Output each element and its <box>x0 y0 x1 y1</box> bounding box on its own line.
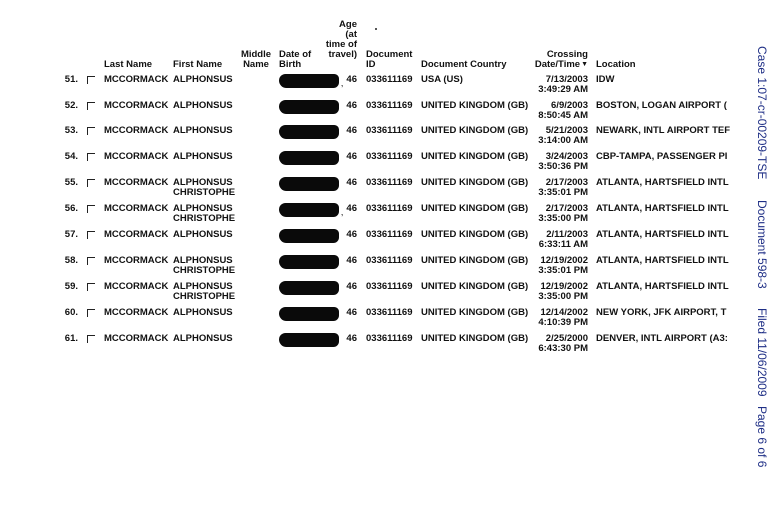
first-name-cell <box>173 101 233 111</box>
first-name-line1: ALPHONSUS <box>173 281 233 292</box>
document-country-cell: UNITED KINGDOM (GB) <box>421 333 529 344</box>
document-id-cell: 033611169 <box>366 151 413 162</box>
header-first-name: First Name <box>173 59 223 70</box>
crossing-datetime-cell <box>520 178 588 198</box>
first-name-cell <box>173 204 235 224</box>
first-name-cell <box>173 282 235 302</box>
document-country-cell: USA (US) <box>421 74 463 85</box>
first-name-line1: ALPHONSUS <box>173 307 233 318</box>
crossing-datetime-cell <box>520 282 588 302</box>
crossing-datetime-cell <box>520 126 588 146</box>
header-dob: Date of Birth <box>279 49 312 70</box>
age-cell: 46 <box>346 229 357 240</box>
location-cell: NEWARK, INTL AIRPORT TEF <box>596 126 731 136</box>
document-country-cell: UNITED KINGDOM (GB) <box>421 100 529 111</box>
document-country-cell: UNITED KINGDOM (GB) <box>421 177 529 188</box>
first-name-line1: ALPHONSUS <box>173 74 233 85</box>
table-row <box>0 282 780 308</box>
row-number: 55. <box>64 177 78 188</box>
table-row <box>0 126 780 152</box>
redacted-dob <box>279 74 339 88</box>
redacted-dob <box>279 177 339 191</box>
document-id-cell: 033611169 <box>366 100 413 111</box>
crossing-date: 12/19/2002 <box>540 255 588 266</box>
sort-desc-icon[interactable]: ▼ <box>581 61 588 68</box>
header-crossing-label: Crossing Date/Time <box>534 49 588 70</box>
redacted-dob <box>279 125 339 139</box>
first-name-line1: ALPHONSUS <box>173 229 233 240</box>
row-number: 60. <box>64 307 78 318</box>
first-name-line1: ALPHONSUS <box>173 333 233 344</box>
last-name-cell: MCCORMACK <box>104 74 169 85</box>
table-row <box>0 152 780 178</box>
first-name-line1: ALPHONSUS <box>173 151 233 162</box>
row-number: 61. <box>64 333 78 344</box>
age-cell: 46 <box>346 333 357 344</box>
row-number: 58. <box>64 255 78 266</box>
table-row <box>0 178 780 204</box>
first-name-line2: CHRISTOPHE <box>173 187 236 198</box>
location-cell: IDW <box>596 75 615 85</box>
age-cell: 46 <box>346 281 357 292</box>
stamp-document: Document 598-3 <box>755 200 769 289</box>
document-id-cell: 033611169 <box>366 125 413 136</box>
location-cell: ATLANTA, HARTSFIELD INTL <box>596 204 729 214</box>
age-cell: 46 <box>346 125 357 136</box>
crossing-time: 8:50:45 AM <box>538 110 588 121</box>
crossing-time: 6:33:11 AM <box>538 239 588 250</box>
document-country-cell: UNITED KINGDOM (GB) <box>421 255 529 266</box>
row-checkbox[interactable] <box>87 127 95 135</box>
last-name-cell: MCCORMACK <box>104 307 169 318</box>
crossing-datetime-cell <box>520 101 588 121</box>
court-filing-stamp <box>755 46 769 467</box>
stamp-filed: Filed 11/06/2009 <box>755 308 769 397</box>
redacted-dob <box>279 255 339 269</box>
crossing-datetime-cell <box>520 204 588 224</box>
redacted-dob <box>279 151 339 165</box>
row-checkbox[interactable] <box>87 205 95 213</box>
document-id-cell: 033611169 <box>366 203 413 214</box>
location-cell: DENVER, INTL AIRPORT (A3: <box>596 334 728 344</box>
first-name-line1: ALPHONSUS <box>173 100 233 111</box>
document-country-cell: UNITED KINGDOM (GB) <box>421 307 529 318</box>
document-country-cell: UNITED KINGDOM (GB) <box>421 229 529 240</box>
location-cell: ATLANTA, HARTSFIELD INTL <box>596 282 729 292</box>
table-row <box>0 204 780 230</box>
table-row <box>0 256 780 282</box>
first-name-line1: ALPHONSUS <box>173 125 233 136</box>
stray-mark: ‚ <box>341 79 344 88</box>
table-row <box>0 308 780 334</box>
first-name-cell <box>173 178 235 198</box>
crossing-time: 3:49:29 AM <box>538 84 588 95</box>
first-name-line1: ALPHONSUS <box>173 203 233 214</box>
last-name-cell: MCCORMACK <box>104 333 169 344</box>
row-number: 54. <box>64 151 78 162</box>
crossing-date: 3/24/2003 <box>545 151 588 162</box>
row-number: 53. <box>64 125 78 136</box>
table-row <box>0 334 780 360</box>
first-name-cell <box>173 152 233 162</box>
document-id-cell: 033611169 <box>366 74 413 85</box>
location-cell: ATLANTA, HARTSFIELD INTL <box>596 178 729 188</box>
crossing-time: 3:50:36 PM <box>538 161 588 172</box>
document-country-cell: UNITED KINGDOM (GB) <box>421 281 529 292</box>
last-name-cell: MCCORMACK <box>104 100 169 111</box>
document-id-cell: 033611169 <box>366 333 413 344</box>
row-checkbox[interactable] <box>87 257 95 265</box>
age-cell: 46 <box>346 255 357 266</box>
crossing-date: 2/17/2003 <box>545 177 588 188</box>
location-cell: BOSTON, LOGAN AIRPORT ( <box>596 101 727 111</box>
row-checkbox[interactable] <box>87 335 95 343</box>
document-id-cell: 033611169 <box>366 229 413 240</box>
crossing-datetime-cell <box>520 152 588 172</box>
stamp-case: Case 1:07-cr-00209-TSE <box>755 46 769 180</box>
redacted-dob <box>279 307 339 321</box>
crossing-time: 3:35:00 PM <box>538 291 588 302</box>
first-name-line2: CHRISTOPHE <box>173 213 236 224</box>
crossing-time: 3:35:00 PM <box>538 213 588 224</box>
header-document-country: Document Country <box>421 59 507 70</box>
stray-mark: ‚ <box>341 208 344 217</box>
crossing-time: 3:35:01 PM <box>538 187 588 198</box>
header-location: Location <box>596 59 636 70</box>
first-name-cell <box>173 256 235 276</box>
crossing-date: 2/25/2000 <box>545 333 588 344</box>
crossing-date: 12/14/2002 <box>540 307 588 318</box>
row-checkbox[interactable] <box>87 283 95 291</box>
crossing-datetime-cell <box>520 230 588 250</box>
crossing-datetime-cell <box>520 308 588 328</box>
row-checkbox[interactable] <box>87 179 95 187</box>
last-name-cell: MCCORMACK <box>104 151 169 162</box>
last-name-cell: MCCORMACK <box>104 281 169 292</box>
crossing-time: 3:14:00 AM <box>538 135 588 146</box>
header-last-name: Last Name <box>104 59 153 70</box>
document-country-cell: UNITED KINGDOM (GB) <box>421 151 529 162</box>
age-cell: 46 <box>346 177 357 188</box>
header-speck <box>375 28 377 30</box>
last-name-cell: MCCORMACK <box>104 229 169 240</box>
location-cell: ATLANTA, HARTSFIELD INTL <box>596 256 729 266</box>
redacted-dob <box>279 281 339 295</box>
crossing-datetime-cell <box>520 256 588 276</box>
crossing-date: 12/19/2002 <box>540 281 588 292</box>
document-country-cell: UNITED KINGDOM (GB) <box>421 125 529 136</box>
row-checkbox[interactable] <box>87 76 95 84</box>
header-crossing[interactable] <box>520 50 588 70</box>
last-name-cell: MCCORMACK <box>104 177 169 188</box>
table-row <box>0 101 780 127</box>
crossing-date: 5/21/2003 <box>545 125 588 136</box>
age-cell: 46 <box>346 307 357 318</box>
first-name-line2: CHRISTOPHE <box>173 265 236 276</box>
redacted-dob <box>279 203 339 217</box>
redacted-dob <box>279 333 339 347</box>
row-checkbox[interactable] <box>87 309 95 317</box>
header-age: Age (at time of travel) <box>325 19 357 60</box>
crossing-datetime-cell <box>520 334 588 354</box>
first-name-cell <box>173 308 233 318</box>
crossing-time: 3:35:01 PM <box>538 265 588 276</box>
first-name-line2: CHRISTOPHE <box>173 291 236 302</box>
location-cell: CBP-TAMPA, PASSENGER PI <box>596 152 728 162</box>
first-name-cell <box>173 334 233 344</box>
first-name-line1: ALPHONSUS <box>173 177 233 188</box>
row-number: 52. <box>64 100 78 111</box>
row-checkbox[interactable] <box>87 102 95 110</box>
age-cell: 46 <box>346 100 357 111</box>
redacted-dob <box>279 100 339 114</box>
header-document-id: Document ID <box>366 49 413 70</box>
crossing-time: 6:43:30 PM <box>538 343 588 354</box>
age-cell: 46 <box>346 151 357 162</box>
redacted-dob <box>279 229 339 243</box>
table-row <box>0 75 780 101</box>
header-middle-name: Middle Name <box>240 49 272 70</box>
last-name-cell: MCCORMACK <box>104 125 169 136</box>
first-name-cell <box>173 126 233 136</box>
location-cell: ATLANTA, HARTSFIELD INTL <box>596 230 729 240</box>
crossing-datetime-cell <box>520 75 588 95</box>
row-checkbox[interactable] <box>87 153 95 161</box>
row-checkbox[interactable] <box>87 231 95 239</box>
document-id-cell: 033611169 <box>366 307 413 318</box>
age-cell: 46 <box>346 74 357 85</box>
crossing-date: 6/9/2003 <box>551 100 588 111</box>
document-id-cell: 033611169 <box>366 177 413 188</box>
first-name-cell <box>173 230 233 240</box>
row-number: 51. <box>64 74 78 85</box>
table-row <box>0 230 780 256</box>
first-name-cell <box>173 75 233 85</box>
location-cell: NEW YORK, JFK AIRPORT, T <box>596 308 727 318</box>
row-number: 57. <box>64 229 78 240</box>
last-name-cell: MCCORMACK <box>104 203 169 214</box>
last-name-cell: MCCORMACK <box>104 255 169 266</box>
crossing-date: 2/17/2003 <box>545 203 588 214</box>
document-country-cell: UNITED KINGDOM (GB) <box>421 203 529 214</box>
crossing-time: 4:10:39 PM <box>538 317 588 328</box>
first-name-line1: ALPHONSUS <box>173 255 233 266</box>
row-number: 56. <box>64 203 78 214</box>
crossing-date: 7/13/2003 <box>545 74 588 85</box>
document-id-cell: 033611169 <box>366 255 413 266</box>
age-cell: 46 <box>346 203 357 214</box>
row-number: 59. <box>64 281 78 292</box>
stamp-page: Page 6 of 6 <box>755 406 769 468</box>
crossing-date: 2/11/2003 <box>546 229 588 240</box>
document-id-cell: 033611169 <box>366 281 413 292</box>
